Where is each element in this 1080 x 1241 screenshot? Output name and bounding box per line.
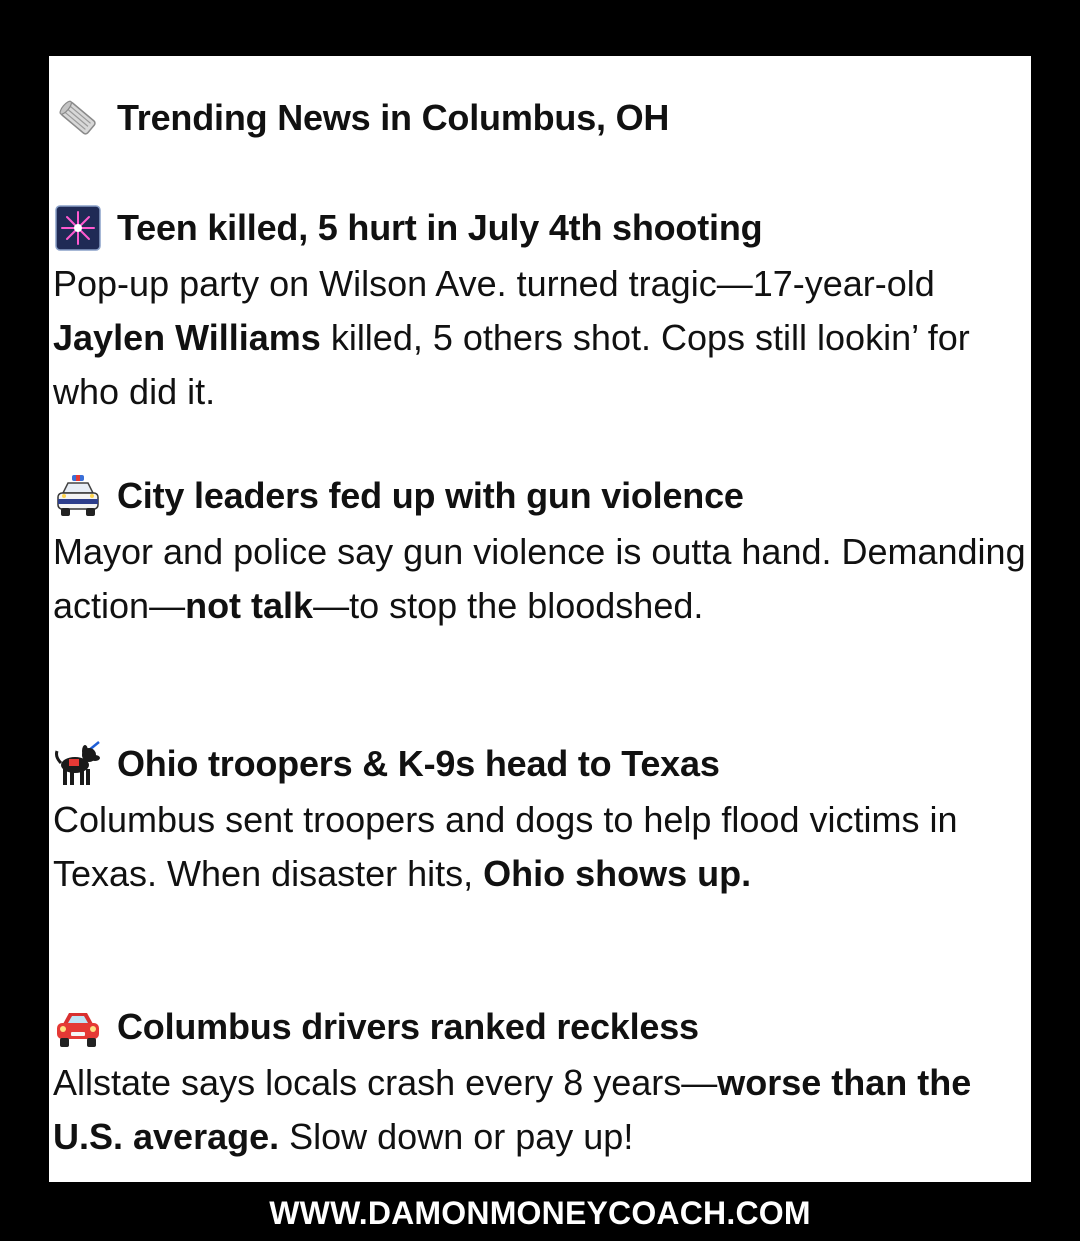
story-text: —to stop the bloodshed. — [313, 585, 704, 626]
story-text-bold: not talk — [185, 585, 314, 626]
story-headline — [53, 203, 1040, 253]
story-text: Mayor and police say gun violence is outta hand. Demanding action— — [53, 531, 1026, 626]
story-text-bold: worse than the U.S. average. — [53, 1062, 972, 1157]
news-story — [53, 1002, 1040, 1164]
rolled-newspaper-icon — [53, 93, 103, 143]
news-story — [53, 203, 1040, 419]
story-headline — [53, 1002, 1040, 1052]
service-dog-icon — [53, 739, 103, 789]
news-story — [53, 739, 1040, 901]
story-body — [53, 793, 1040, 901]
website-url: WWW.DAMONMONEYCOACH.COM — [269, 1194, 811, 1231]
fireworks-icon — [53, 203, 103, 253]
story-title: City leaders fed up with gun violence — [117, 475, 744, 516]
story-title: Teen killed, 5 hurt in July 4th shooting — [117, 207, 763, 248]
news-story — [53, 471, 1040, 633]
story-title: Ohio troopers & K-9s head to Texas — [117, 743, 720, 784]
story-title: Columbus drivers ranked reckless — [117, 1006, 699, 1047]
story-body — [53, 257, 1040, 419]
story-text: Columbus sent troopers and dogs to help flood victims in Texas. When disaster hits, — [53, 799, 958, 894]
page-title: Trending News in Columbus, OH — [117, 97, 670, 138]
story-text: Allstate says locals crash every 8 years— — [53, 1062, 718, 1103]
story-headline — [53, 471, 1040, 521]
story-text: Pop-up party on Wilson Ave. turned tragic—17-year-old — [53, 263, 935, 304]
page-header — [53, 90, 669, 146]
story-body — [53, 525, 1040, 633]
story-text: killed, 5 others shot. Cops still lookin’ for who did it. — [53, 317, 970, 412]
story-text: Slow down or pay up! — [279, 1116, 634, 1157]
story-headline — [53, 739, 1040, 789]
story-text-bold: Ohio shows up. — [483, 853, 752, 894]
story-body — [53, 1056, 1040, 1164]
story-text-bold: Jaylen Williams — [53, 317, 321, 358]
red-car-icon — [53, 1002, 103, 1052]
police-car-icon — [53, 471, 103, 521]
website-footer — [0, 1188, 1080, 1238]
